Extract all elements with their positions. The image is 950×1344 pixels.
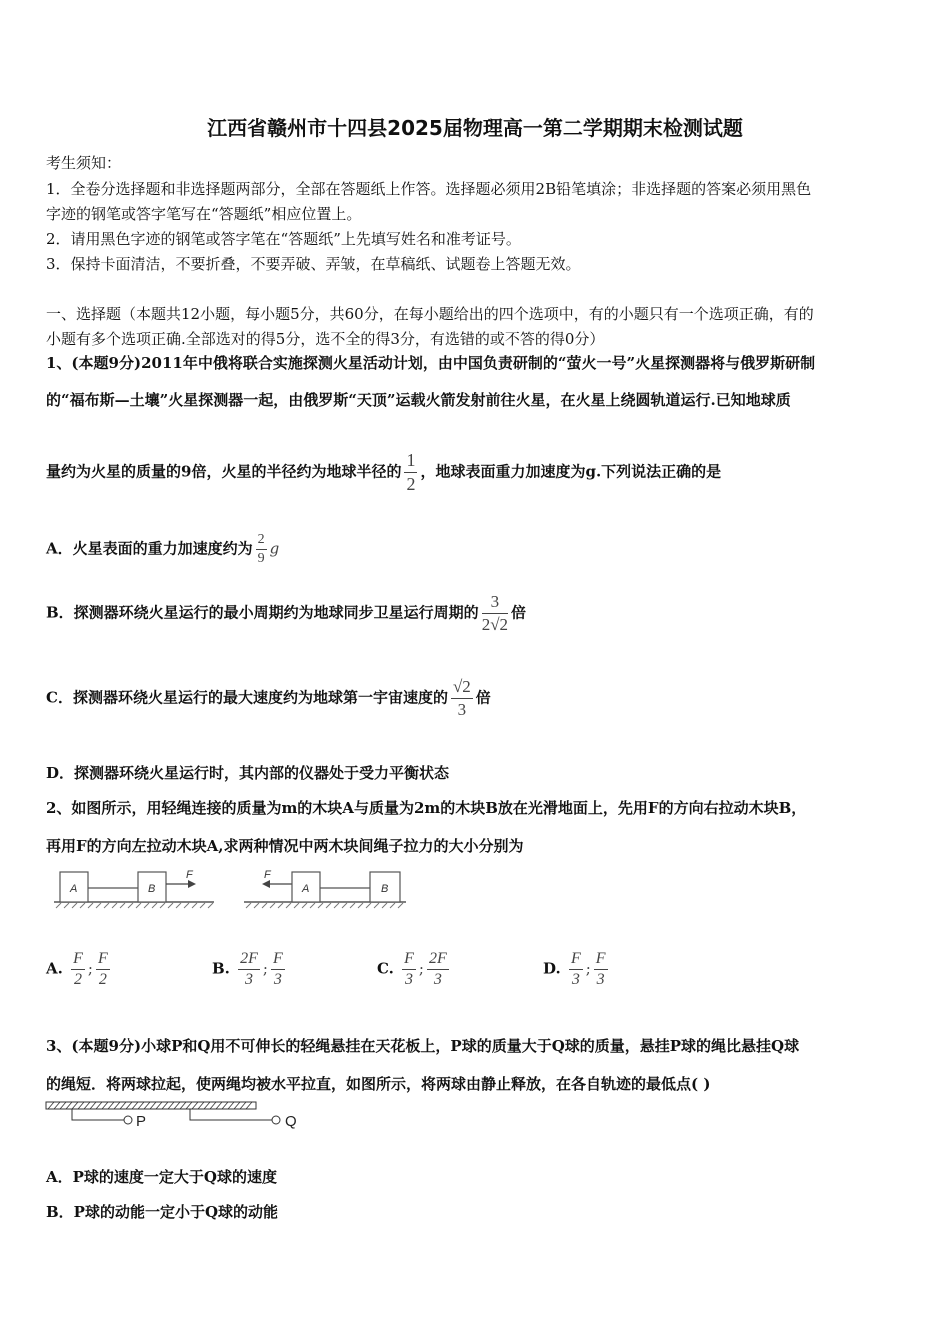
option-label: B. [212,959,230,978]
frac-den: 3 [596,971,605,988]
sep: ; [262,959,268,978]
frac [271,950,285,989]
frac-num: 2F [427,950,449,970]
block-a-label: A [70,883,78,895]
rope-q [190,1109,272,1120]
section-instructions-2: 小题有多个选项正确.全部选对的得5分，选不全的得3分，有选错的或不答的得0分） [46,330,605,348]
rope-p [72,1109,124,1120]
frac-num: F [271,950,285,970]
notice-item-2: 2．请用黑色字迹的钢笔或答字笔在“答题纸”上先填写姓名和准考证号。 [46,230,521,248]
q1-option-a-tail: g [269,539,280,558]
q2-option-c[interactable] [377,950,452,989]
q2-figure [50,864,420,914]
frac-num: 2F [238,950,260,970]
ball-q [272,1116,280,1124]
frac-num: 2 [256,532,267,550]
frac-num: F [594,950,608,970]
q3-figure [44,1098,314,1134]
q1-option-d[interactable]: D．探测器环绕火星运行时，其内部的仪器处于受力平衡状态 [46,764,450,782]
q1-option-c[interactable] [46,677,491,720]
q1-option-a-text: A．火星表面的重力加速度约为 [46,539,253,558]
q3-stem-1: 3、(本题9分)小球P和Q用不可伸长的轻绳悬挂在天花板上，P球的质量大于Q球的质量，悬挂P球的绳比悬挂Q球 [46,1037,800,1055]
notice-item-3: 3．保持卡面清洁，不要折叠，不要弄破、弄皱，在草稿纸、试题卷上答题无效。 [46,255,581,273]
option-label: D. [543,959,561,978]
frac-den: 3 [405,971,414,988]
frac-num: F [569,950,583,970]
frac-den: 9 [257,551,265,566]
frac [96,950,110,989]
q1-stem-1: 1、(本题9分)2011年中俄将联合实施探测火星活动计划，由中国负责研制的“萤火一号”火星探测器将与俄罗斯研制 [46,354,816,372]
frac-num: F [71,950,85,970]
frac-den: 3 [457,700,467,719]
q2-option-b[interactable] [212,950,288,989]
notice-item-1a: 1．全卷分选择题和非选择题两部分，全部在答题纸上作答。选择题必须用2B铅笔填涂；非选择题的答案必须用黑色 [46,180,812,198]
q1-stem-3b: ，地球表面重力加速度为g.下列说法正确的是 [420,462,722,481]
q1-option-c-text: C．探测器环绕火星运行的最大速度约为地球第一宇宙速度的 [46,688,448,707]
option-label: A. [46,959,63,978]
q2-figure-left [54,869,214,908]
q1-stem-3 [46,450,721,495]
force-label-right: F [186,869,193,881]
frac-den: 2 [98,971,107,988]
sep: ; [87,959,93,978]
frac [594,950,608,989]
notice-heading: 考生须知： [46,154,122,172]
q1-option-b[interactable] [46,592,526,635]
q1-option-b-tail: 倍 [511,603,527,622]
ball-q-label: Q [285,1113,297,1130]
frac [71,950,85,989]
frac-num: F [402,950,416,970]
q1-stem-2: 的“福布斯—土壤”火星探测器一起，由俄罗斯“天顶”运载火箭发射前往火星，在火星上绕圆轨道运行.已知地球质 [46,391,791,409]
q2-stem-1: 2、如图所示，用轻绳连接的质量为m的木块A与质量为2m的木块B放在光滑地面上，先用F的方向右拉动木块B， [46,799,807,817]
section-instructions-1: 一、选择题（本题共12小题，每小题5分，共60分，在每小题给出的四个选项中，有的小题只有一个选项正确，有的 [46,305,814,323]
notice-item-1b: 字迹的钢笔或答字笔写在“答题纸”相应位置上。 [46,205,362,223]
frac [402,950,416,989]
frac-den: 3 [433,971,442,988]
frac-num: 3 [482,592,508,614]
sep: ; [418,959,424,978]
q1-option-c-frac [451,677,473,720]
ball-p [124,1116,132,1124]
arrowhead-right-icon [188,880,196,888]
q1-option-a-frac [256,532,267,567]
q1-option-b-text: B．探测器环绕火星运行的最小周期约为地球同步卫星运行周期的 [46,603,479,622]
q1-fraction [404,450,417,495]
option-label: C. [377,959,394,978]
page-title: 江西省赣州市十四县2025届物理高一第二学期期末检测试题 [207,116,743,140]
q3-option-a[interactable]: A．P球的速度一定大于Q球的速度 [46,1168,277,1186]
frac [569,950,583,989]
block-b-label: B [148,883,156,895]
frac [238,950,260,989]
arrowhead-left-icon [262,880,270,888]
q1-option-c-tail: 倍 [475,688,491,707]
q2-figure-right [244,869,406,908]
frac-den: 3 [273,971,282,988]
frac-den: 2 [74,971,82,988]
q1-option-a[interactable] [46,532,279,567]
frac-den: 2√2 [481,615,509,634]
q1-frac-num: 1 [404,450,417,473]
frac-den: 3 [245,971,254,988]
frac-den: 3 [571,971,580,988]
q1-frac-den: 2 [406,474,416,494]
q1-option-b-frac [482,592,508,635]
q3-stem-2: 的绳短．将两球拉起，使两绳均被水平拉直，如图所示，将两球由静止释放，在各自轨迹的最低点( ) [46,1075,711,1093]
q3-option-b[interactable]: B．P球的动能一定小于Q球的动能 [46,1203,279,1221]
ball-p-label: P [136,1113,147,1130]
q2-option-a[interactable] [46,950,113,989]
frac-num: F [96,950,110,970]
force-label-left: F [264,869,271,881]
frac [427,950,449,989]
block-a-label-right: A [302,883,310,895]
q2-stem-2: 再用F的方向左拉动木块A,求两种情况中两木块间绳子拉力的大小分别为 [46,837,524,855]
q2-option-d[interactable] [543,950,611,989]
block-b-label-right: B [381,883,389,895]
frac-num: √2 [451,677,473,699]
sep: ; [585,959,591,978]
q1-stem-3a: 量约为火星的质量的9倍，火星的半径约为地球半径的 [46,462,402,481]
